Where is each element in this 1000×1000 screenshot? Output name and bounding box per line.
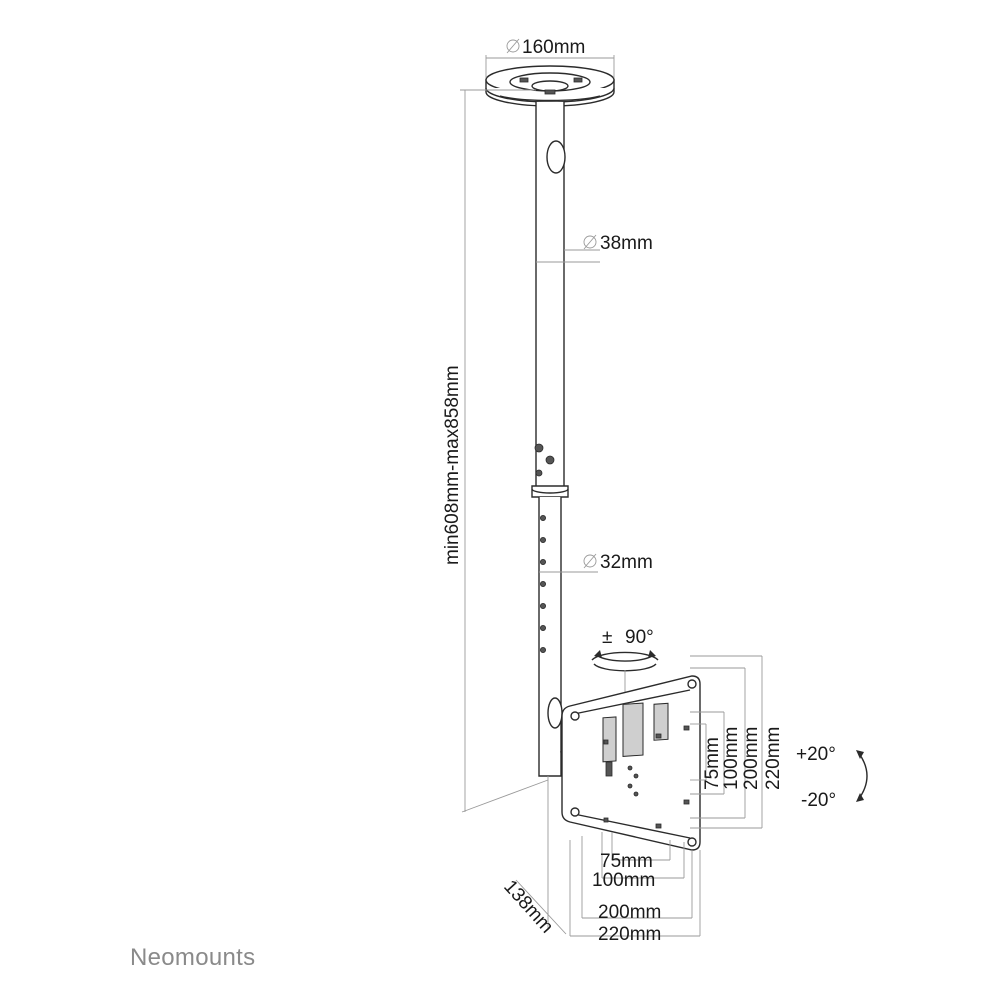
vesa-vertical-dimensions xyxy=(690,656,784,828)
vesa-vertical-75-label: 75mm xyxy=(702,737,723,790)
brand-logo: Neomounts xyxy=(130,944,256,971)
lower-pole xyxy=(539,497,562,776)
upper-pole-diameter-label: 38mm xyxy=(600,233,653,254)
vesa-horizontal-220-label: 220mm xyxy=(598,924,662,945)
tilt-down-label: -20° xyxy=(801,790,837,811)
tilt-up-label: +20° xyxy=(796,744,836,765)
depth-label: 138mm xyxy=(499,876,558,938)
vesa-vertical-100-label: 100mm xyxy=(721,726,742,790)
vesa-horizontal-100-label: 100mm xyxy=(592,870,656,891)
tilt-indicator xyxy=(796,744,867,811)
tilt-arrow-up-icon xyxy=(856,750,864,759)
height-range-label: min608mm-max858mm xyxy=(442,365,463,565)
vesa-horizontal-200-label: 200mm xyxy=(598,902,662,923)
tilt-arrow-down-icon xyxy=(856,793,864,802)
plate-diameter-label: 160mm xyxy=(522,37,586,58)
vesa-horizontal-75-label: 75mm xyxy=(600,851,653,872)
swivel-label: 90° xyxy=(625,627,654,648)
vesa-vertical-200-label: 200mm xyxy=(741,726,762,790)
ceiling-plate xyxy=(486,66,614,106)
vesa-vertical-220-label: 220mm xyxy=(763,726,784,790)
plus-minus-glyph: ± xyxy=(602,627,613,648)
lower-pole-diameter-label: 32mm xyxy=(600,552,653,573)
vesa-plate xyxy=(562,676,700,850)
depth-dimension xyxy=(499,876,566,937)
upper-pole xyxy=(532,102,568,497)
height-range-dimension xyxy=(442,90,548,812)
vesa-horizontal-dimensions xyxy=(570,832,700,945)
